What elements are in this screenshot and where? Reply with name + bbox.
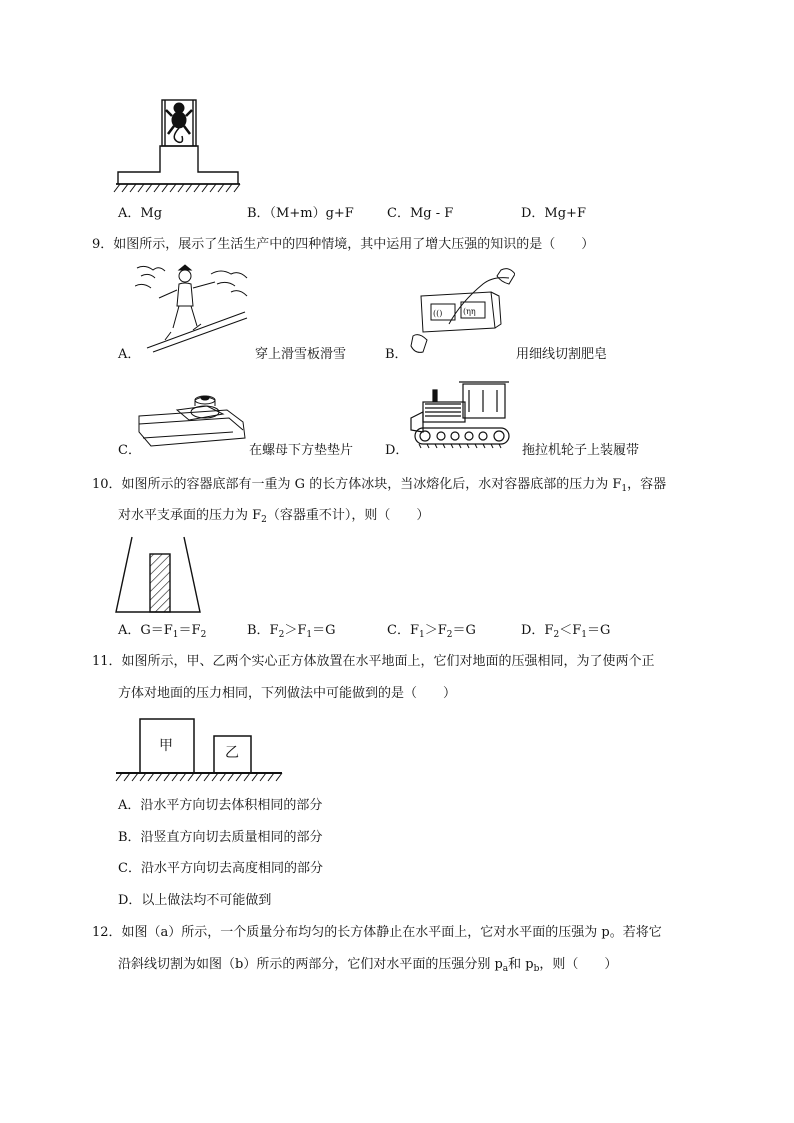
q8-option-d[interactable]: D．Mg+F (521, 206, 586, 221)
q10-option-d[interactable]: D．$F_2<F_1=G$ (521, 623, 611, 640)
svg-text:((): (() (433, 309, 443, 318)
q11-option-b[interactable]: B．沿竖直方向切去质量相同的部分 (118, 830, 323, 845)
q9-option-a-letter[interactable]: A． (118, 347, 141, 362)
q11-stem-line1: 11．如图所示，甲、乙两个实心正方体放置在水平地面上，它们对地面的压强相同，为了使两个正 (92, 654, 655, 669)
q11-option-c[interactable]: C．沿水平方向切去高度相同的部分 (118, 861, 323, 876)
q8-option-c[interactable]: C．Mg - F (387, 206, 454, 221)
q10-option-c[interactable]: C．$F_1>F_2=G$ (387, 623, 476, 640)
tractor-figure (405, 378, 515, 450)
q10-stem-line2: 对水平支承面的压力为 $F_2$（容器重不计），则（ ） (118, 508, 430, 525)
q12-stem-line2: 沿斜线切割为如图（b）所示的两部分，它们对水平面的压强分别 $p_a$和 $p_b$，则（ ） (118, 957, 618, 974)
svg-text:(ηη: (ηη (463, 307, 476, 316)
cube-jia-label: 甲 (159, 738, 173, 754)
q9-option-a-caption: 穿上滑雪板滑雪 (255, 347, 347, 362)
q9-option-b-letter[interactable]: B． (385, 347, 408, 362)
q9-stem: 9．如图所示，展示了生活生产中的四种情境，其中运用了增大压强的知识的是（ ） (92, 237, 595, 252)
cube-yi-label: 乙 (225, 745, 239, 761)
q9-option-c-letter[interactable]: C． (118, 443, 141, 458)
q8-option-a[interactable]: A．Mg (118, 206, 163, 221)
q9-option-d-letter[interactable]: D． (385, 443, 409, 458)
q12-stem-line1: 12．如图（a）所示，一个质量分布均匀的长方体静止在水平面上，它对水平面的压强为 p。若将它 (92, 925, 662, 940)
q9-option-c-caption: 在螺母下方垫垫片 (249, 443, 354, 458)
q10-option-a[interactable]: A．$G=F_1=F_2$ (118, 623, 207, 640)
q9-option-d-caption: 拖拉机轮子上装履带 (522, 443, 640, 458)
cubes-figure (114, 716, 286, 784)
q8-option-b[interactable]: B．（M+m）g+F (247, 206, 354, 221)
soap-cutting-figure (405, 262, 515, 357)
nut-washer-figure (137, 392, 247, 450)
q9-option-b-caption: 用细线切割肥皂 (516, 347, 608, 362)
q10-stem-line1: 10．如图所示的容器底部有一重为 G 的长方体冰块，当冰熔化后，水对容器底部的压力为 $F_1$，容器 (92, 477, 667, 494)
q11-option-a[interactable]: A．沿水平方向切去体积相同的部分 (118, 798, 323, 813)
monkey-frame-figure (112, 96, 244, 194)
q10-option-b[interactable]: B．$F_2>F_1=G$ (247, 623, 336, 640)
skier-figure (135, 262, 250, 357)
container-ice-figure (114, 534, 204, 616)
q11-option-d[interactable]: D．以上做法均不可能做到 (118, 893, 272, 908)
q11-stem-line2: 方体对地面的压力相同，下列做法中可能做到的是（ ） (118, 686, 457, 701)
